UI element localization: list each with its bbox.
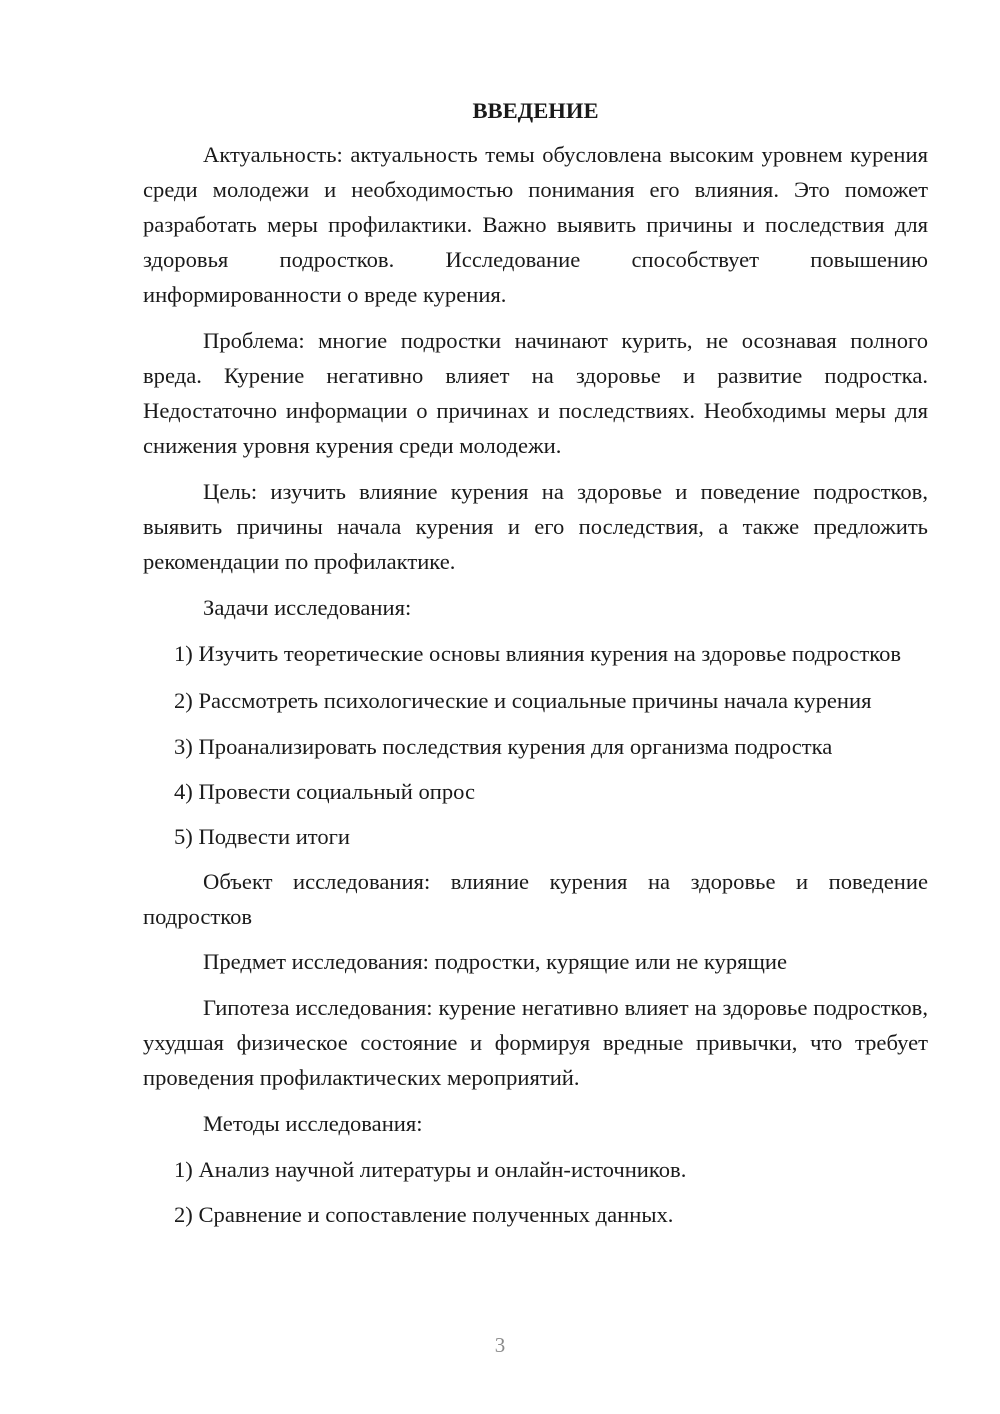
task-item-2: 2) Рассмотреть психологические и социальные причины начала курения — [174, 688, 872, 713]
page-content — [143, 93, 928, 1232]
relevance-paragraph: Актуальность: актуальность темы обусловлена высоким уровнем курения среди молодежи и необходимостью понимания его влияния. Это поможет разработать меры профилактики. Важно выявить причины и последствия для здоровья подростков. Исследование способствует повышению информированности о вреде курения. — [143, 142, 928, 307]
task-item-1: 1) Изучить теоретические основы влияния курения на здоровье подростков — [174, 641, 902, 666]
task-item-3: 3) Проанализировать последствия курения для организма подростка — [174, 734, 833, 759]
task-item-5: 5) Подвести итоги — [174, 824, 351, 849]
method-item-1: 1) Анализ научной литературы и онлайн-источников. — [174, 1157, 687, 1182]
page-number: 3 — [494, 1333, 506, 1357]
subject-paragraph: Предмет исследования: подростки, курящие или не курящие — [203, 949, 788, 974]
goal-paragraph: Цель: изучить влияние курения на здоровье и поведение подростков, выявить причины начала курения и его последствия, а также предложить рекомендации по профилактике. — [143, 479, 928, 574]
hypothesis-paragraph: Гипотеза исследования: курение негативно влияет на здоровье подростков, ухудшая физическое состояние и формируя вредные привычки, что требует проведения профилактических мероприятий. — [143, 995, 928, 1090]
method-item-2: 2) Сравнение и сопоставление полученных данных. — [174, 1202, 674, 1227]
task-item-4: 4) Провести социальный опрос — [174, 779, 476, 804]
section-title: ВВЕДЕНИЕ — [472, 98, 599, 123]
tasks-heading: Задачи исследования: — [203, 595, 412, 620]
problem-paragraph: Проблема: многие подростки начинают курить, не осознавая полного вреда. Курение негативно влияет на здоровье и развитие подростка. Недостаточно информации о причинах и последствиях. Необходимы меры для снижения уровня курения среди молодежи. — [143, 328, 928, 458]
methods-heading: Методы исследования: — [203, 1111, 423, 1136]
object-paragraph: Объект исследования: влияние курения на здоровье и поведение подростков — [143, 869, 928, 929]
